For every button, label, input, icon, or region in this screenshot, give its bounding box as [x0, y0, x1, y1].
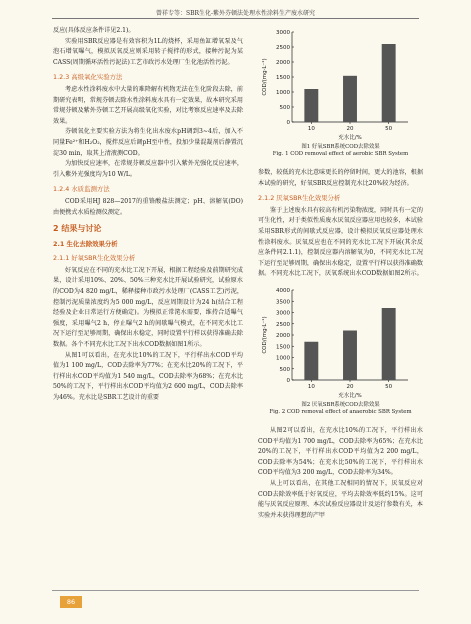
y-axis-label: COD/(mg·L⁻¹)	[262, 58, 268, 96]
figure-1-caption-cn: 图1 好氧SBR系统COD去除效果	[301, 144, 380, 150]
y-tick-label: 1000	[276, 90, 290, 96]
x-tick-label: 50	[385, 383, 393, 390]
paragraph: 从图2可以看出，在充水比10%的工况下，平行样出水COD平均值为1 700 mg/L，COD去除率为65%；在充水比20%的工况下，平行样出水COD平均值为2 200 mg/L，COD去除率为54%；在充水比50%的工况下，平行样出水COD平均值为3 200 mg/L，COD去除率为34%。	[258, 426, 423, 477]
y-tick-label: 0	[286, 120, 290, 126]
figure-2-bar-chart	[258, 284, 423, 402]
figure-1-bar-chart	[258, 26, 423, 144]
header-rule	[52, 18, 419, 19]
running-header: 曾祥专等：SBR生化-紫外芬顿法处理水性涂料生产废水研究	[155, 10, 316, 17]
y-tick-label: 2500	[276, 45, 290, 51]
paragraph: 为加快反应速率，在常规芬顿反应器中引入紫外光强化反应速率，引入紫外光强度均为10 W/L。	[53, 160, 243, 178]
y-tick-label: 2500	[276, 321, 290, 328]
figure-1	[258, 26, 423, 164]
figure-2-caption-cn: 图2 厌氧SBR系统COD去除效果	[301, 401, 380, 408]
x-tick-label: 20	[346, 126, 354, 132]
y-tick-label: 3000	[276, 30, 290, 36]
figure-1-caption-en: Fig. 1 COD removal effect of aerobic SBR System	[272, 151, 409, 158]
bar	[304, 89, 318, 122]
x-tick-label: 10	[307, 383, 315, 390]
y-tick-label: 2000	[276, 332, 290, 339]
bar	[304, 342, 318, 380]
y-tick-label: 0	[286, 377, 290, 384]
right-column	[258, 26, 423, 521]
figure-1-caption	[258, 144, 423, 158]
section-heading-2-1: 2.1 生化去除效果分析	[53, 239, 118, 248]
figure-2-caption	[258, 402, 423, 416]
x-tick-label: 50	[385, 126, 393, 132]
y-tick-label: 2000	[276, 60, 290, 66]
section-heading-1-2-4: 1.2.4 水质监测方法	[53, 185, 110, 194]
paragraph: 实验用SBR反应器是有效容积为1L的烧杯，采用鱼缸增氧泵及气泡石增氧曝气，模拟厌氧反应则采用转子搅拌的形式，接种污泥为某CASS(周期循环活性污泥法)工艺市政污水处理厂生化池活性污泥。	[53, 37, 243, 66]
paragraph: 从图1可以看出，在充水比10%的工况下，平行样出水COD平均值为1 100 mg/L，COD去除率为77%；在充水比20%的工况下，平行样出水COD平均值为1 540 mg/L，COD去除率为68%；在充水比50%的工况下，平行样出水COD平均值为2 600 mg/L，COD去除率为46%。充水比是SBR工艺设计的重要	[53, 351, 243, 401]
x-tick-label: 10	[307, 126, 315, 132]
bar	[343, 76, 357, 122]
section-heading-2-1-1: 2.1.1 好氧SBR生化效果分析	[53, 254, 136, 263]
y-tick-label: 500	[279, 366, 290, 373]
paragraph: 参数，较低的充水比意味更长的停留时间，更大的池容，根据本试验的研究，好氧SBR反应控制充水比20%较为经济。	[258, 169, 423, 187]
y-tick-label: 4000	[276, 287, 290, 294]
left-column	[53, 26, 243, 404]
paragraph: 鉴于上述废水具有较高有机污染物浓度，同时具有一定的可生化性，对于类似性质废水厌氧反应器应用也较多，本试验采用SBR形式的间歇式反应器，设计模拟厌氧反应器处理水性涂料废水。厌氧反应也在不同的充水比工况下开展(其余反应条件同2.1.1)，控制反应器内溶解氧为0，不同充水比工况下运行至足够周期，确保出水稳定，设置平行样以获得准确数据。不同充水比工况下，厌氧系统出水COD数据如图2所示。	[258, 206, 423, 278]
x-tick-label: 20	[346, 383, 354, 390]
bar	[343, 330, 357, 380]
paragraph: 好氧反应在不同的充水比工况下开展，根据工程经验及前期研究成果，设计采用10%、20%、50%三种充水比开展试验研究，试验原水的COD为4 820 mg/L，稀释接种市政污水处理厂(CASS工艺)污泥，控制污泥质量浓度约为5 000 mg/L，反应周期设计为24 h(结合工程经验及企业日常运行方便确定)。为模拟正常滗水需要，维持合适曝气强度，采用曝气2 h，停止曝气2 h的间歇曝气模式，在不同充水比工况下运行至足够周期，确保出水稳定，同时设置平行样以获得准确去除数据。各个不同充水比工况下出水COD数据如图1所示。	[53, 266, 243, 349]
paragraph: 反应(具体反应条件详见2.1)。	[53, 27, 135, 34]
y-tick-label: 1500	[276, 344, 290, 351]
y-tick-label: 3000	[276, 310, 290, 317]
x-axis-label: 充水比/%	[338, 135, 362, 141]
paragraph: 芬顿氧化主要实验方法为将生化出水废水pH调到3~4后，加入不同量Fe²⁺和H₂O₂，搅拌反应后调pH至中性，投加少量混凝剂后静置沉淀30 min，取其上清液测COD。	[53, 128, 243, 157]
paragraph: 考虑水性涂料废水中大量的难降解有机物无法在生化阶段去除，前期研究表明，常规芬顿去除水性涂料废水具有一定效果，故本研究采用常规芬顿及紫外芬顿工艺开展高级氧化实验，对比考察反应速率及去除效果。	[53, 85, 243, 125]
y-tick-label: 1000	[276, 355, 290, 362]
y-tick-label: 1500	[276, 75, 290, 81]
paragraph: COD采用HJ 828—2017的重铬酸盐法测定；pH、溶解氧(DO)由便携式水质检测仪测定。	[53, 197, 243, 216]
figure-2-caption-en: Fig. 2 COD removal effect of anaerobic SBR System	[269, 409, 412, 416]
x-axis-label: 充水比/%	[338, 392, 362, 399]
section-heading-2: 2 结果与讨论	[53, 224, 102, 234]
page-number: 86	[60, 596, 82, 608]
bar	[382, 44, 396, 122]
paragraph: 从上可以看出，在其他工况相同的情况下，厌氧反应对COD去除效率低于好氧反应，平均去除效率低约15%。这可能与厌氧反应原理、本次试验反应器设计及运行参数有关，本实验并未获得理想的产甲	[258, 479, 423, 519]
section-heading-2-1-2: 2.1.2 厌氧SBR生化效果分析	[258, 194, 341, 203]
footer-rule	[52, 590, 419, 591]
bar	[382, 308, 396, 380]
section-heading-1-2-3: 1.2.3 高级氧化实验方法	[53, 73, 123, 82]
figure-2	[258, 284, 423, 422]
y-tick-label: 500	[279, 105, 290, 111]
y-axis-label: COD/(mg·L⁻¹)	[262, 316, 268, 354]
y-tick-label: 3500	[276, 299, 290, 306]
